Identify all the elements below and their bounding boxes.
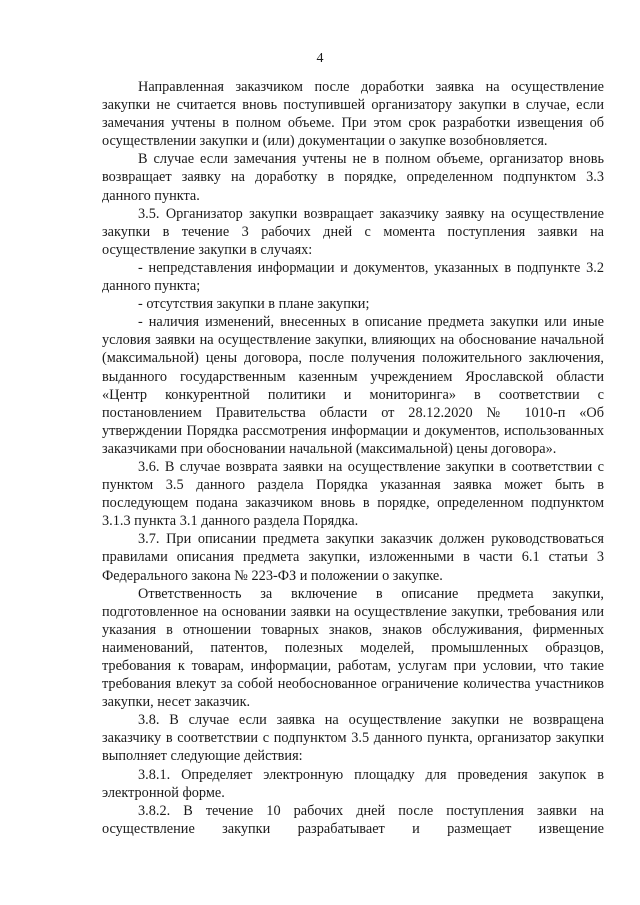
paragraph: 3.7. При описании предмета закупки заказчик должен руководствоваться правилами описания предмета закупки, изложенными в части 6.1 статьи 3 Федерального закона № 223-ФЗ и положении о закупке.	[102, 531, 604, 584]
paragraph: 3.5. Организатор закупки возвращает заказчику заявку на осуществление закупки в течение 3 рабочих дней с момента поступления заявки на осуществление закупки в случаях:	[102, 205, 604, 258]
paragraph: 3.8.1. Определяет электронную площадку для проведения закупок в электронной форме.	[102, 766, 604, 801]
paragraph: 3.8. В случае если заявка на осуществление закупки не возвращена заказчику в соответствии с подпунктом 3.5 данного пункта, организатор закупки выполняет следующие действия:	[102, 712, 604, 765]
document-body	[102, 78, 604, 838]
list-item: - наличия изменений, внесенных в описание предмета закупки или иные условия заявки на осуществление закупки, влияющих на обоснование начальной (максимальной) цены договора, после получения положительного заключения, выданного государственным казенным учреждением Ярославской области «Центр конкурентной политики и мониторинга» в соответствии с постановлением Правительства области от 28.12.2020 № 1010-п «Об утверждении Порядка рассмотрения информации и документов, использованных заказчиками при обосновании начальной (максимальной) цены договора».	[102, 314, 604, 457]
paragraph: Направленная заказчиком после доработки заявка на осуществление закупки не считается вновь поступившей организатору закупки в случае, если замечания учтены в полном объеме. При этом срок разработки извещения об осуществлении закупки и (или) документации о закупке возобновляется.	[102, 79, 604, 150]
paragraph: В случае если замечания учтены не в полном объеме, организатор вновь возвращает заявку на доработку в порядке, определенном подпунктом 3.3 данного пункта.	[102, 151, 604, 204]
list-item: - непредставления информации и документов, указанных в подпункте 3.2 данного пункта;	[102, 259, 604, 295]
paragraph: 3.8.2. В течение 10 рабочих дней после поступления заявки на осуществление закупки разрабатывает и размещает извещение	[102, 802, 604, 837]
paragraph: Ответственность за включение в описание предмета закупки, подготовленное на основании заявки на осуществление закупки, требования или указания в отношении товарных знаков, знаков обслуживания, фирменных наименований, патентов, полезных моделей, промышленных образцов, требования к товарам, информации, работам, услугам при условии, что такие требования влекут за собой необоснованное ограничение количества участников закупки, несет заказчик.	[102, 585, 604, 711]
paragraph: 3.6. В случае возврата заявки на осуществление закупки в соответствии с пунктом 3.5 данного раздела Порядка указанная заявка может быть в последующем подана заказчиком вновь в порядке, определенном подпунктом 3.1.3 пункта 3.1 данного раздела Порядка.	[102, 458, 604, 530]
page-number: 4	[316, 51, 324, 66]
list-item: - отсутствия закупки в плане закупки;	[138, 296, 370, 313]
